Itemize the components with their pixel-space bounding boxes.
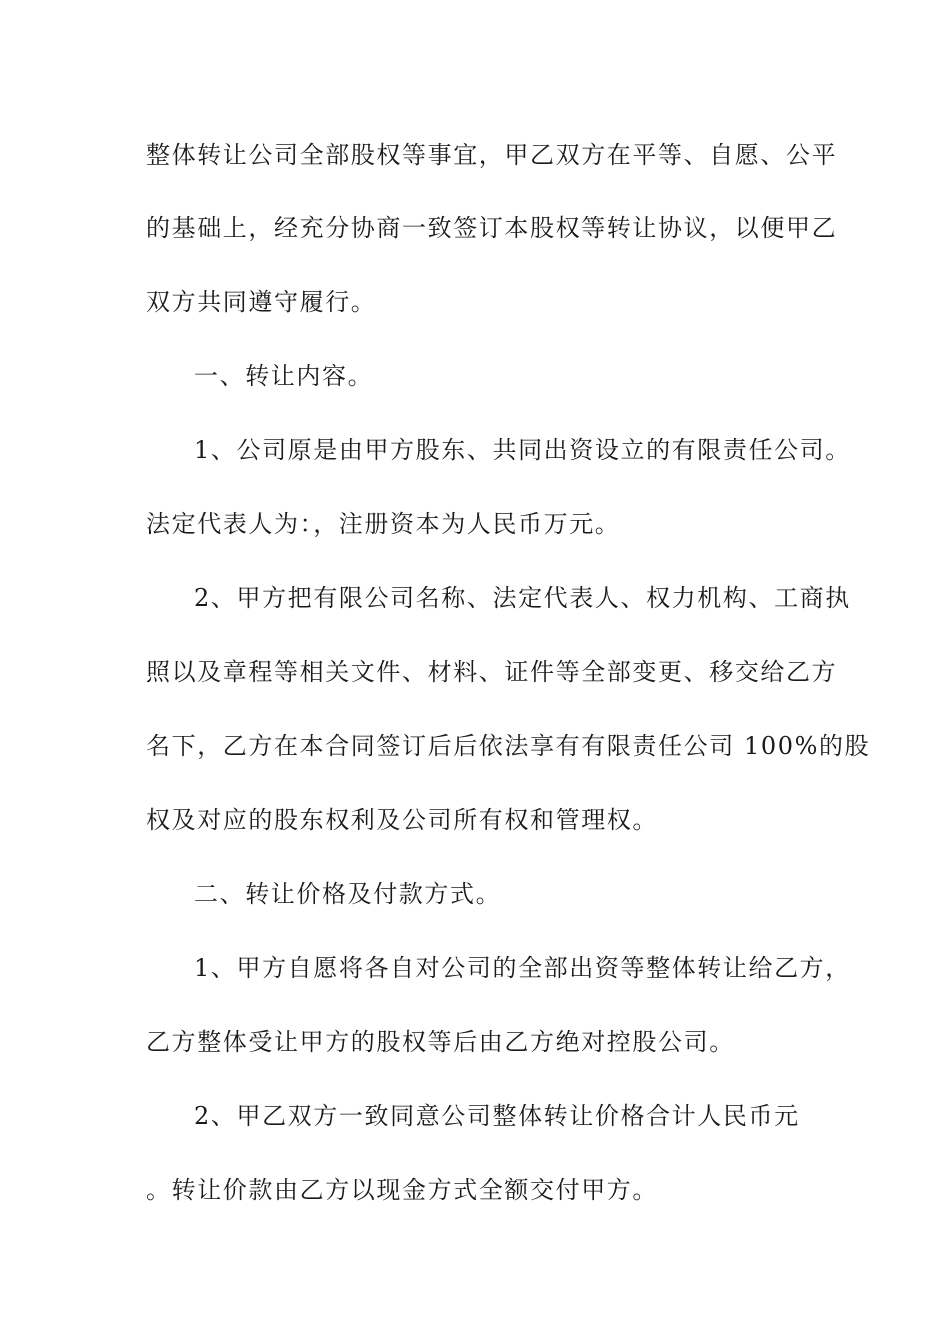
section-heading: 二、转让价格及付款方式。 — [194, 880, 502, 908]
paragraph-line: 法定代表人为：，注册资本为人民币万元。 — [146, 510, 621, 538]
paragraph-line: 乙方整体受让甲方的股权等后由乙方绝对控股公司。 — [146, 1028, 735, 1056]
paragraph-line: 权及对应的股东权利及公司所有权和管理权。 — [146, 806, 658, 834]
paragraph-line: 2、甲乙双方一致同意公司整体转让价格合计人民币元 — [194, 1102, 800, 1130]
paragraph-line: 。转让价款由乙方以现金方式全额交付甲方。 — [146, 1176, 658, 1204]
paragraph-line: 双方共同遵守履行。 — [146, 288, 377, 316]
paragraph-line: 照以及章程等相关文件、材料、证件等全部变更、移交给乙方 — [146, 658, 838, 686]
paragraph-line: 的基础上，经充分协商一致签订本股权等转让协议，以便甲乙 — [146, 214, 838, 242]
paragraph-line: 2、甲方把有限公司名称、法定代表人、权力机构、工商执 — [194, 584, 851, 612]
paragraph-line: 1、公司原是由甲方股东、共同出资设立的有限责任公司。 — [194, 436, 851, 464]
section-heading: 一、转让内容。 — [194, 362, 374, 390]
paragraph-line: 名下，乙方在本合同签订后后依法享有有限责任公司 100%的股 — [146, 732, 871, 760]
paragraph-line: 1、甲方自愿将各自对公司的全部出资等整体转让给乙方， — [194, 954, 851, 982]
paragraph-line: 整体转让公司全部股权等事宜，甲乙双方在平等、自愿、公平 — [146, 141, 838, 169]
